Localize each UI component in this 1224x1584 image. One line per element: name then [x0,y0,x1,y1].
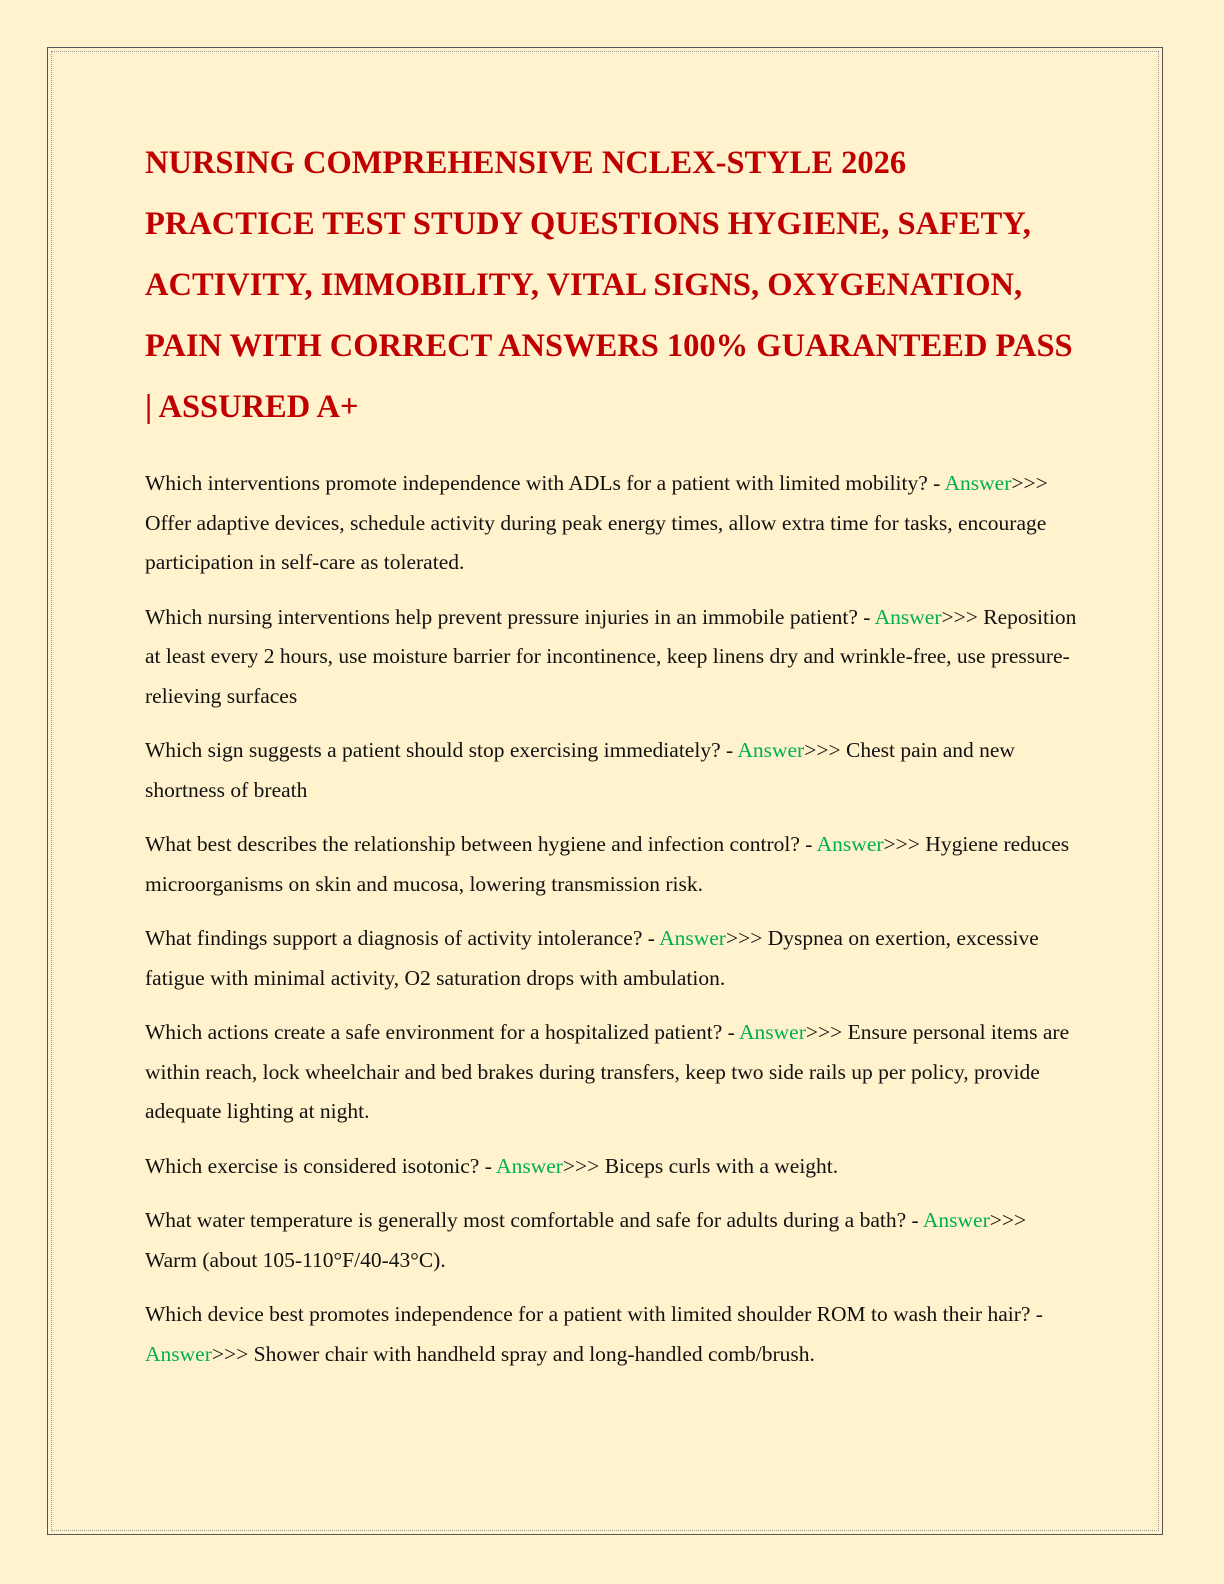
question-text: Which interventions promote independence with ADLs for a patient with limited mobility? - [145,471,945,495]
question-text: Which nursing interventions help prevent pressure injuries in an immobile patient? - [145,604,875,629]
answer-label: Answer [816,832,884,856]
answer-marker: >>> [989,1208,1027,1232]
qa-item-6 [145,1013,1080,1132]
answer-text: Shower chair with handheld spray and long-handled comb/brush. [248,1341,815,1366]
answer-text: Hygiene reduces microorganisms on skin and mucosa, lowering transmission risk. [145,832,1070,896]
qa-item-7 [145,1147,1080,1187]
document-title: NURSING COMPREHENSIVE NCLEX-STYLE 2026 PRACTICE TEST STUDY QUESTIONS HYGIENE, SAFETY, ACTIVITY, IMMOBILITY, VITAL SIGNS, OXYGENATION, PAIN WITH CORRECT ANSWERS 100% GUARANTEED PASS | ASSURED A+ [145,145,1073,425]
answer-text: Dyspnea on exertion, excessive fatigue with minimal activity, O2 saturation drops with ambulation. [145,926,1039,990]
answer-marker: >>> [941,604,978,629]
answer-text: Offer adaptive devices, schedule activity during peak energy times, allow extra time for tasks, encourage participation in self-care as tolerated. [145,510,1047,574]
question-text: Which exercise is considered isotonic? - [145,1153,497,1178]
qa-item-9 [145,1295,1080,1374]
answer-text: Biceps curls with a weight. [599,1153,839,1178]
answer-marker: >>> [211,1341,249,1366]
question-text: What best describes the relationship between hygiene and infection control? - [145,832,817,856]
document-content [145,133,1080,1389]
answer-text: Warm (about 105-110°F/40-43°C). [145,1247,446,1272]
qa-item-8 [145,1201,1080,1280]
question-text: What findings support a diagnosis of activity intolerance? - [145,926,660,950]
answer-text: Chest pain and new shortness of breath [145,738,1015,802]
qa-item-4 [145,825,1080,904]
question-text: Which actions create a safe environment for a hospitalized patient? - [145,1020,739,1044]
qa-item-2 [145,598,1080,717]
answer-label: Answer [944,471,1012,495]
answer-label: Answer [737,738,805,762]
answer-label: Answer [496,1153,563,1178]
question-text: What water temperature is generally most comfortable and safe for adults during a bath? - [145,1208,923,1232]
answer-marker: >>> [805,1020,843,1044]
qa-item-5 [145,919,1080,998]
answer-label: Answer [659,926,726,950]
answer-label: Answer [145,1341,212,1366]
answer-marker: >>> [804,738,841,762]
qa-item-1 [145,464,1080,583]
qa-item-3 [145,731,1080,810]
answer-marker: >>> [725,926,763,950]
answer-label: Answer [922,1208,990,1232]
answer-label: Answer [874,604,942,629]
question-text: Which sign suggests a patient should stop exercising immediately? - [145,738,738,762]
question-text: Which device best promotes independence for a patient with limited shoulder ROM to wash their hair? - [145,1302,1043,1326]
answer-label: Answer [738,1020,806,1044]
answer-marker: >>> [562,1153,600,1178]
answer-marker: >>> [883,832,920,856]
answer-marker: >>> [1011,471,1048,495]
answer-text: Ensure personal items are within reach, lock wheelchair and bed brakes during transfers, keep two side rails up per policy, provide adequate lighting at night. [145,1020,1070,1123]
answer-text: Reposition at least every 2 hours, use moisture barrier for incontinence, keep linens dry and wrinkle-free, use pressure-relieving surfaces [145,604,1077,708]
